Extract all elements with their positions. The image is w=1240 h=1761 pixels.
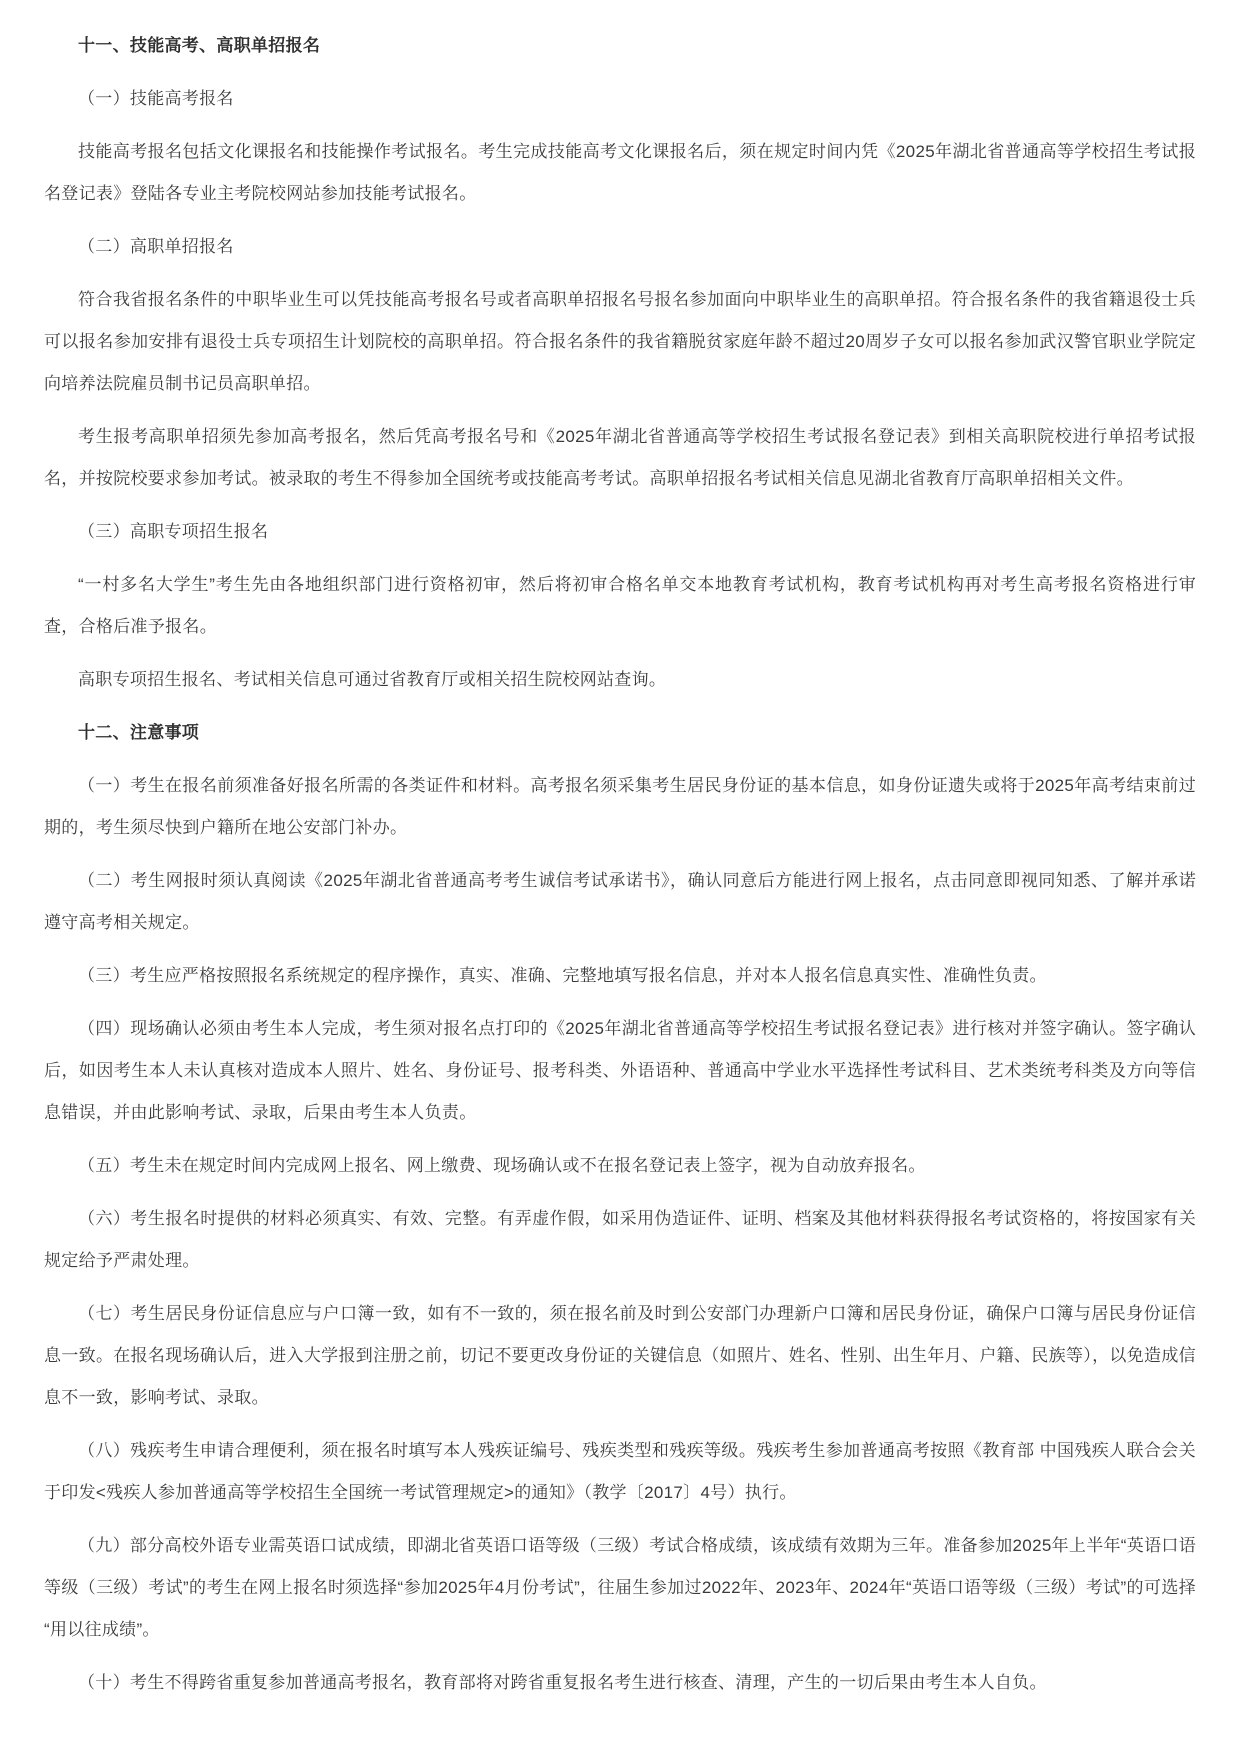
paragraph: （八）残疾考生申请合理便利，须在报名时填写本人残疾证编号、残疾类型和残疾等级。残疾考生参加普通高考按照《教育部 中国残疾人联合会关于印发<残疾人参加普通高等学校招生全国统一考试管理规定>的通知》（教学〔2017〕4号）执行。 <box>44 1441 1196 1502</box>
paragraph: 符合我省报名条件的中职毕业生可以凭技能高考报名号或者高职单招报名号报名参加面向中职毕业生的高职单招。符合报名条件的我省籍退役士兵可以报名参加安排有退役士兵专项招生计划院校的高职单招。符合报名条件的我省籍脱贫家庭年龄不超过20周岁子女可以报名参加武汉警官职业学院定向培养法院雇员制书记员高职单招。 <box>44 290 1196 393</box>
paragraph: （六）考生报名时提供的材料必须真实、有效、完整。有弄虚作假，如采用伪造证件、证明、档案及其他材料获得报名考试资格的，将按国家有关规定给予严肃处理。 <box>44 1209 1196 1270</box>
sub-section-title: （二）高职单招报名 <box>78 237 234 256</box>
paragraph: （九）部分高校外语专业需英语口试成绩，即湖北省英语口语等级（三级）考试合格成绩，该成绩有效期为三年。准备参加2025年上半年“英语口语等级（三级）考试”的考生在网上报名时须选择“参加2025年4月份考试”，往届生参加过2022年、2023年、2024年“英语口语等级（三级）考试”的可选择“用以往成绩”。 <box>44 1536 1196 1639</box>
paragraph: 考生报考高职单招须先参加高考报名，然后凭高考报名号和《2025年湖北省普通高等学校招生考试报名登记表》到相关高职院校进行单招考试报名，并按院校要求参加考试。被录取的考生不得参加全国统考或技能高考考试。高职单招报名考试相关信息见湖北省教育厅高职单招相关文件。 <box>44 427 1196 488</box>
section-heading: 十一、技能高考、高职单招报名 <box>78 36 321 55</box>
paragraph: （十）考生不得跨省重复参加普通高考报名，教育部将对跨省重复报名考生进行核查、清理，产生的一切后果由考生本人自负。 <box>78 1673 1047 1692</box>
paragraph: “一村多名大学生”考生先由各地组织部门进行资格初审，然后将初审合格名单交本地教育考试机构，教育考试机构再对考生高考报名资格进行审查，合格后准予报名。 <box>44 575 1196 636</box>
section-heading: 十二、注意事项 <box>78 723 200 742</box>
paragraph: （七）考生居民身份证信息应与户口簿一致，如有不一致的，须在报名前及时到公安部门办理新户口簿和居民身份证，确保户口簿与居民身份证信息一致。在报名现场确认后，进入大学报到注册之前，切记不要更改身份证的关键信息（如照片、姓名、性别、出生年月、户籍、民族等），以免造成信息不一致，影响考试、录取。 <box>44 1304 1196 1407</box>
paragraph: 高职专项招生报名、考试相关信息可通过省教育厅或相关招生院校网站查询。 <box>78 670 667 689</box>
paragraph: （一）考生在报名前须准备好报名所需的各类证件和材料。高考报名须采集考生居民身份证的基本信息，如身份证遗失或将于2025年高考结束前过期的，考生须尽快到户籍所在地公安部门补办。 <box>44 776 1196 837</box>
sub-section-title: （三）高职专项招生报名 <box>78 522 269 541</box>
sub-section-title: （一）技能高考报名 <box>78 89 234 108</box>
paragraph: （四）现场确认必须由考生本人完成，考生须对报名点打印的《2025年湖北省普通高等学校招生考试报名登记表》进行核对并签字确认。签字确认后，如因考生本人未认真核对造成本人照片、姓名、身份证号、报考科类、外语语种、普通高中学业水平选择性考试科目、艺术类统考科类及方向等信息错误，并由此影响考试、录取，后果由考生本人负责。 <box>44 1019 1196 1122</box>
paragraph: （三）考生应严格按照报名系统规定的程序操作，真实、准确、完整地填写报名信息，并对本人报名信息真实性、准确性负责。 <box>78 966 1047 985</box>
paragraph: （二）考生网报时须认真阅读《2025年湖北省普通高考考生诚信考试承诺书》，确认同意后方能进行网上报名，点击同意即视同知悉、了解并承诺遵守高考相关规定。 <box>44 871 1196 932</box>
paragraph: 技能高考报名包括文化课报名和技能操作考试报名。考生完成技能高考文化课报名后，须在规定时间内凭《2025年湖北省普通高等学校招生考试报名登记表》登陆各专业主考院校网站参加技能考试报名。 <box>44 142 1196 203</box>
paragraph: （五）考生未在规定时间内完成网上报名、网上缴费、现场确认或不在报名登记表上签字，视为自动放弃报名。 <box>78 1156 926 1175</box>
